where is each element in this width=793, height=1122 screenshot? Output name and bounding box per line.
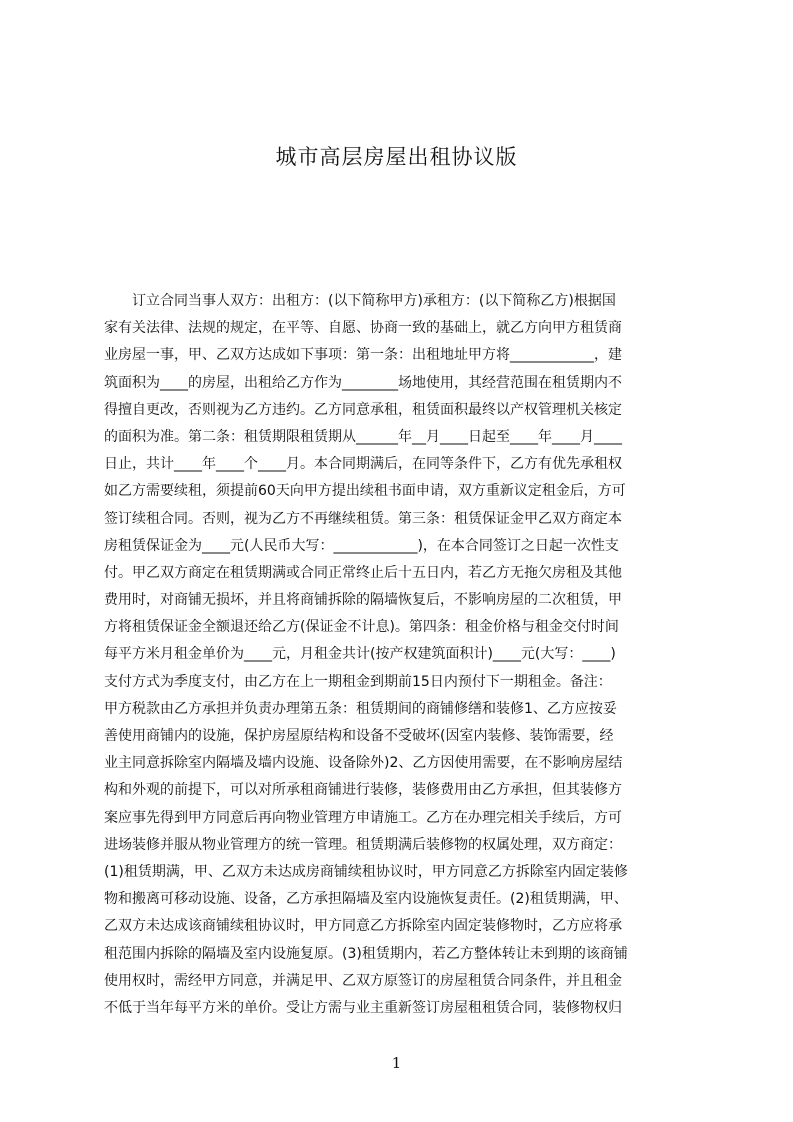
body-line: 方将租赁保证金全额退还给乙方(保证金不计息)。第四条：租金价格与租金交付时间 — [104, 619, 619, 636]
document-body — [104, 288, 698, 1022]
body-line: 甲方税款由乙方承担并负责办理第五条：租赁期间的商铺修缮和装修1、乙方应按妥 — [104, 700, 617, 717]
body-line: 善使用商铺内的设施，保护房屋原结构和设备不受破坏(因室内装修、装饰需要，经 — [104, 728, 614, 744]
body-line: 费用时，对商铺无损坏，并且将商铺拆除的隔墙恢复后，不影响房屋的二次租赁，甲 — [104, 592, 622, 609]
body-line: 的面积为准。第二条：租赁期限租赁期从______年__月____日起至____年____月____ — [104, 428, 622, 445]
body-line: 租范围内拆除的隔墙及室内设施复原。(3)租赁期内，若乙方整体转让未到期的该商铺 — [104, 945, 628, 962]
body-line: 业房屋一事，甲、乙双方达成如下事项：第一条：出租地址甲方将____________，建 — [104, 347, 622, 364]
body-line: 支付方式为季度支付，由乙方在上一期租金到期前15日内预付下一期租金。备注： — [104, 673, 612, 690]
body-line: 家有关法律、法规的规定，在平等、自愿、协商一致的基础上，就乙方向甲方租赁商 — [104, 320, 622, 337]
body-line: 不低于当年每平方米的单价。受让方需与业主重新签订房屋租租赁合同，装修物权归 — [104, 999, 622, 1016]
body-line: 如乙方需要续租，须提前60天向甲方提出续租书面申请，双方重新议定租金后，方可 — [104, 483, 626, 500]
body-line: 乙双方未达成该商铺续租协议时，甲方同意乙方拆除室内固定装修物时，乙方应将承 — [104, 918, 622, 935]
body-line: 业主同意拆除室内隔墙及墙内设施、设备除外)2、乙方因使用需要，在不影响房屋结 — [104, 755, 623, 772]
body-line: 日止，共计____年____个____月。本合同期满后，在同等条件下，乙方有优先承租权 — [104, 456, 622, 473]
body-line: 使用权时，需经甲方同意，并满足甲、乙双方原签订的房屋租赁合同条件，并且租金 — [104, 972, 622, 989]
body-line: 付。甲乙双方商定在租赁期满或合同正常终止后十五日内，若乙方无拖欠房租及其他 — [104, 564, 622, 581]
body-line: 房租赁保证金为____元(人民币大写：____________)，在本合同签订之日起一次性支 — [104, 537, 619, 554]
body-line: 每平方米月租金单价为____元，月租金共计(按产权建筑面积计)____元(大写：____) — [104, 646, 616, 663]
body-line: 构和外观的前提下，可以对所承租商铺进行装修，装修费用由乙方承担，但其装修方 — [104, 782, 622, 799]
body-line: 物和搬离可移动设施、设备，乙方承担隔墙及室内设施恢复责任。(2)租赁期满，甲、 — [104, 891, 628, 908]
document-title: 城市高层房屋出租协议版 — [275, 145, 518, 169]
body-line: 得擅自更改，否则视为乙方违约。乙方同意承租，租赁面积最终以产权管理机关核定 — [104, 401, 622, 418]
body-line: (1)租赁期满，甲、乙双方未达成房商铺续租协议时，甲方同意乙方拆除室内固定装修 — [104, 863, 628, 880]
page-number: 1 — [391, 1054, 402, 1072]
body-line: 筑面积为____的房屋，出租给乙方作为________场地使用，其经营范围在租赁期内不 — [104, 374, 622, 391]
body-line: 签订续租合同。否则，视为乙方不再继续租赁。第三条：租赁保证金甲乙双方商定本 — [104, 510, 622, 527]
body-line: 订立合同当事人双方：出租方：(以下简称甲方)承租方：(以下简称乙方)根据国 — [104, 293, 616, 309]
body-line: 进场装修并服从物业管理方的统一管理。租赁期满后装修物的权属处理，双方商定： — [104, 836, 622, 853]
body-line: 案应事先得到甲方同意后再向物业管理方申请施工。乙方在办理完相关手续后，方可 — [104, 809, 622, 826]
